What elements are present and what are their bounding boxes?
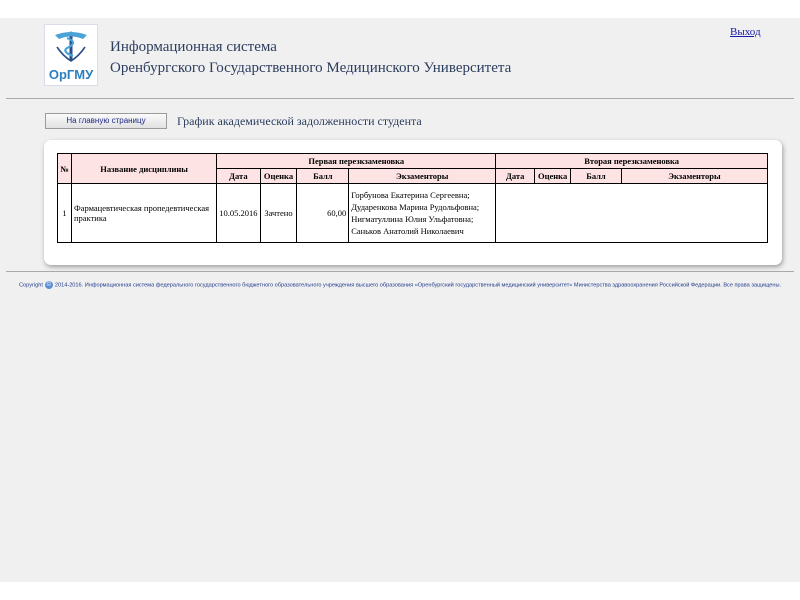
university-logo xyxy=(44,24,98,86)
header-second-grade: Оценка xyxy=(535,169,571,184)
header-num: № xyxy=(58,154,72,184)
copyright-label: Copyright xyxy=(18,282,43,289)
examiner-name: Дударенкова Марина Рудольфовна; xyxy=(351,202,480,212)
examiner-name: Саньков Анатолий Николаевич xyxy=(351,226,464,236)
copyright-icon: © xyxy=(46,282,52,288)
header-discipline: Название дисциплины xyxy=(71,154,216,184)
header-first-score: Балл xyxy=(297,169,349,184)
site-title-line1: Информационная система xyxy=(110,39,277,55)
caduceus-logo-icon xyxy=(45,25,97,85)
header-divider xyxy=(6,98,794,99)
row-first-grade: Зачтено xyxy=(260,184,297,243)
row-first-examiners xyxy=(349,184,496,243)
header-second-examiners: Экзаменторы xyxy=(621,169,767,184)
header-first-examiners: Экзаменторы xyxy=(349,169,496,184)
row-first-score: 60,00 xyxy=(297,184,349,243)
top-strip xyxy=(0,0,800,18)
header-first-retake: Первая перезкзаменовка xyxy=(217,154,496,169)
examiner-name: Горбунова Екатерина Сергеевна; xyxy=(351,190,470,200)
header-first-date: Дата xyxy=(217,169,260,184)
svg-text:ОрГМУ: ОрГМУ xyxy=(48,67,94,82)
debt-panel xyxy=(44,140,782,265)
copyright-text: 2014-2016. Информационная система федерального государственного бюджетного образовательного учреждения высшего образования «Оренбургский государственный медицинский университет» Министерства здравоохранения Российской Федерации. Все права защищены. xyxy=(54,282,782,289)
header-second-retake: Вторая перезкзаменовка xyxy=(496,154,768,169)
table-header-row xyxy=(58,154,768,169)
table-row xyxy=(58,184,768,243)
header-first-grade: Оценка xyxy=(260,169,297,184)
row-discipline: Фармацевтическая пропедевтическая практика xyxy=(71,184,216,243)
footer-divider xyxy=(6,271,794,272)
bottom-strip xyxy=(0,582,800,600)
row-num: 1 xyxy=(58,184,72,243)
site-title xyxy=(110,37,511,79)
home-page-button[interactable]: На главную страницу xyxy=(45,113,167,129)
footer-copyright xyxy=(0,281,800,289)
header-second-score: Балл xyxy=(571,169,622,184)
site-title-line2: Оренбургского Государственного Медицинского Университета xyxy=(110,60,512,76)
examiner-name: Нигматуллина Юлия Ульфатовна; xyxy=(351,214,474,224)
row-first-date: 10.05.2016 xyxy=(217,184,260,243)
row-second-retake-empty xyxy=(496,184,768,243)
page-heading: График академической задолженности студента xyxy=(177,114,422,128)
header-second-date: Дата xyxy=(496,169,535,184)
academic-debt-table xyxy=(57,153,768,243)
logout-link[interactable]: Выход xyxy=(730,26,761,38)
